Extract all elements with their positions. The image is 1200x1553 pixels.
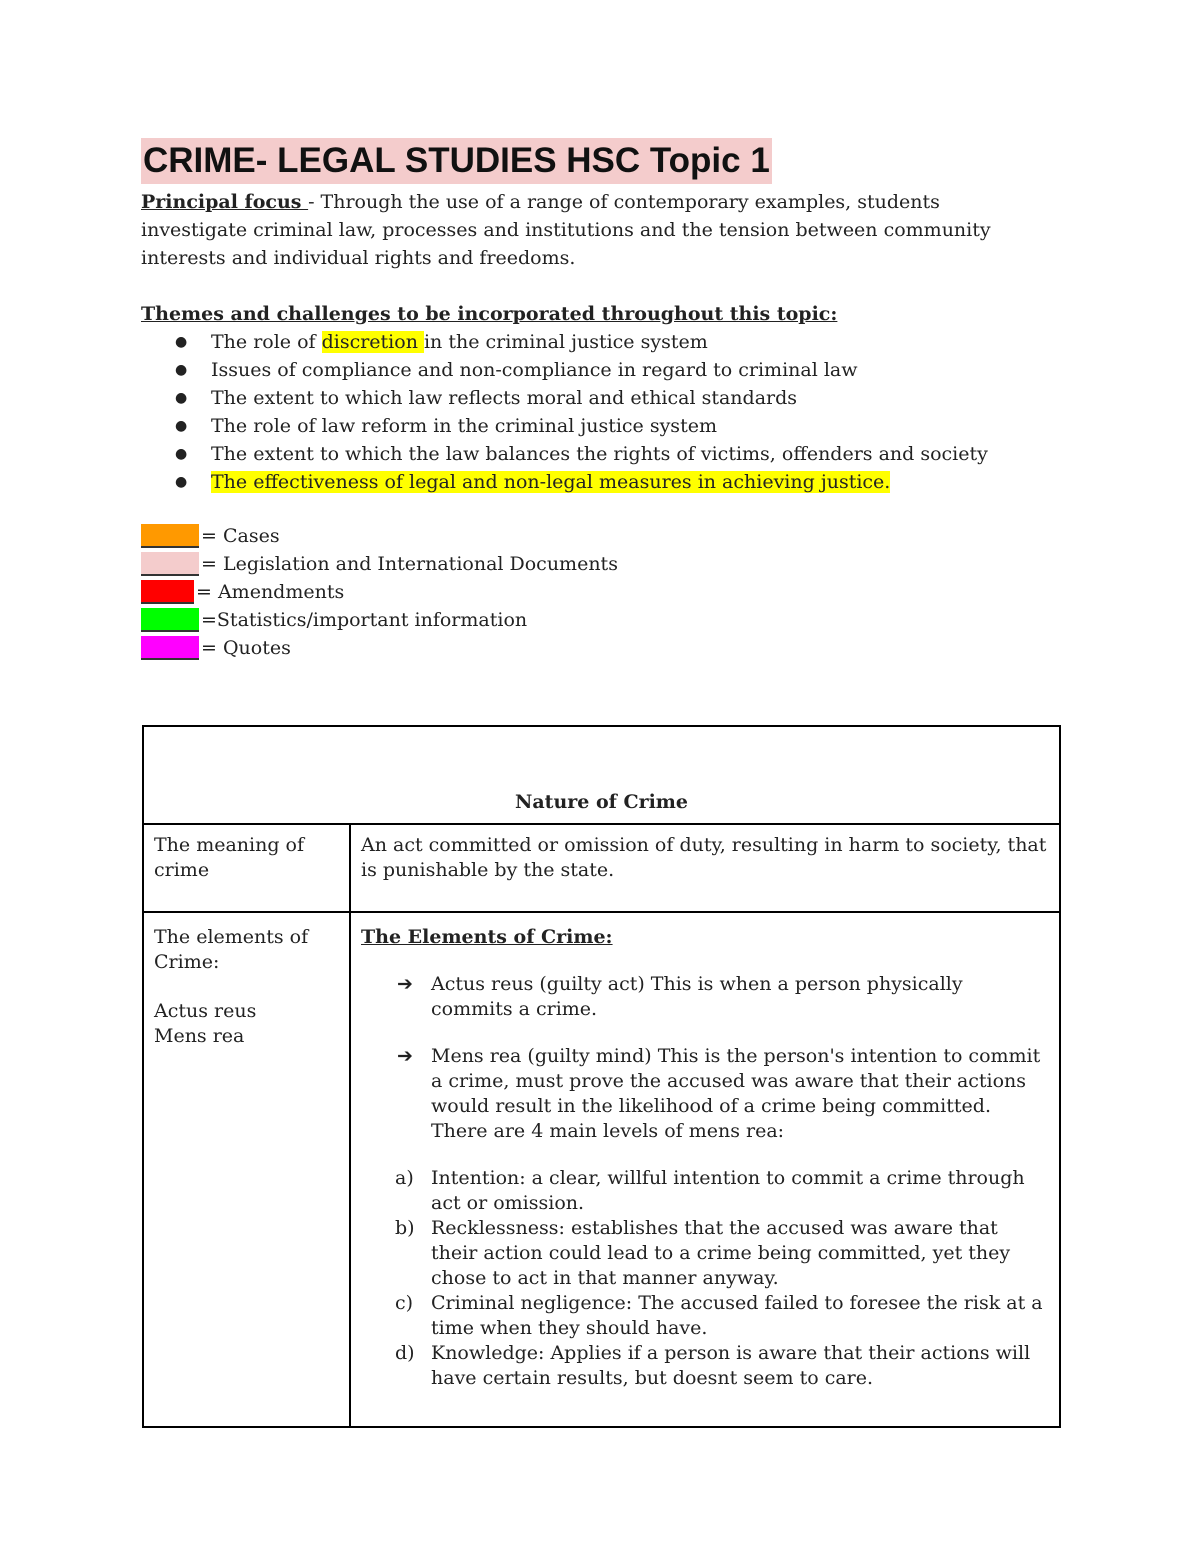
elements-of-crime-label: The elements of Crime:	[154, 926, 309, 973]
themes-heading: Themes and challenges to be incorporated throughout this topic:	[141, 303, 838, 325]
list-item: c) Criminal negligence: The accused failed to foresee the risk at a time when they should have.	[395, 1292, 1043, 1339]
list-item: a) Intention: a clear, willful intention to commit a crime through act or omission.	[395, 1167, 1025, 1214]
table-row	[143, 912, 1060, 1427]
themes-list	[141, 328, 1061, 496]
legend-swatch	[141, 636, 199, 660]
list-item: ➔ Actus reus (guilty act) This is when a person physically commits a crime.	[397, 973, 963, 1020]
legend-item-quotes: = Quotes	[141, 634, 1061, 662]
legend-item-cases: = Cases	[141, 522, 1061, 550]
list-item: ➔ Mens rea (guilty mind) This is the person's intention to commit a crime, must prove the accused was aware that their actions would result in the likelihood of a crime being committed. There are 4 main levels of mens rea:	[397, 1045, 1041, 1142]
principal-focus	[141, 188, 1041, 272]
elements-of-crime-label-cell	[143, 912, 350, 1427]
elements-of-crime-content	[350, 912, 1060, 1427]
bullet-icon: ●	[175, 390, 188, 406]
principal-focus-label: Principal focus	[141, 191, 309, 213]
document-page	[141, 138, 1061, 662]
highlight-discretion: discretion	[321, 331, 424, 353]
elements-heading: The Elements of Crime:	[361, 926, 613, 948]
legend-swatch	[141, 608, 199, 632]
bullet-icon: ●	[175, 418, 188, 434]
theme-item	[141, 468, 1061, 496]
nature-of-crime-table	[142, 725, 1061, 1428]
theme-item: ● The extent to which the law balances the rights of victims, offenders and society	[141, 440, 1061, 468]
bullet-icon: ●	[175, 474, 188, 490]
list-item: b) Recklessness: establishes that the accused was aware that their action could lead to a crime being committed, yet they chose to act in that manner anyway.	[395, 1217, 1011, 1289]
meaning-of-crime-text: An act committed or omission of duty, resulting in harm to society, that is punishable by the state.	[350, 824, 1060, 912]
arrow-right-icon: ➔	[397, 1045, 413, 1067]
legend-swatch	[141, 580, 194, 604]
principal-focus-text: - Through the use of a range of contemporary examples, students investigate criminal law, processes and institutions and the tension between community interests and individual rights and freedoms.	[141, 191, 991, 269]
highlight-effectiveness: The effectiveness of legal and non-legal measures in achieving justice.	[211, 471, 891, 493]
actus-reus-label: Actus reus	[154, 1000, 257, 1022]
legend-item-statistics: =Statistics/important information	[141, 606, 1061, 634]
legend-swatch	[141, 524, 199, 548]
color-legend	[141, 522, 1061, 662]
document-title: CRIME- LEGAL STUDIES HSC Topic 1	[141, 138, 772, 184]
mens-rea-label: Mens rea	[154, 1025, 245, 1047]
bullet-icon: ●	[175, 334, 188, 350]
theme-item: ● The extent to which law reflects moral and ethical standards	[141, 384, 1061, 412]
arrow-right-icon: ➔	[397, 973, 413, 995]
legend-item-amendments: = Amendments	[141, 578, 1061, 606]
list-item: d) Knowledge: Applies if a person is aware that their actions will have certain results, but doesnt seem to care.	[395, 1342, 1031, 1389]
meaning-of-crime-label: The meaning of crime	[143, 824, 350, 912]
legend-swatch	[141, 552, 199, 576]
theme-item: ● The role of discretion in the criminal justice system	[141, 328, 1061, 356]
bullet-icon: ●	[175, 446, 188, 462]
table-row	[143, 824, 1060, 912]
theme-item: ● Issues of compliance and non-compliance in regard to criminal law	[141, 356, 1061, 384]
legend-item-legislation: = Legislation and International Documents	[141, 550, 1061, 578]
table-heading: Nature of Crime	[143, 726, 1060, 824]
theme-item: ● The role of law reform in the criminal justice system	[141, 412, 1061, 440]
bullet-icon: ●	[175, 362, 188, 378]
